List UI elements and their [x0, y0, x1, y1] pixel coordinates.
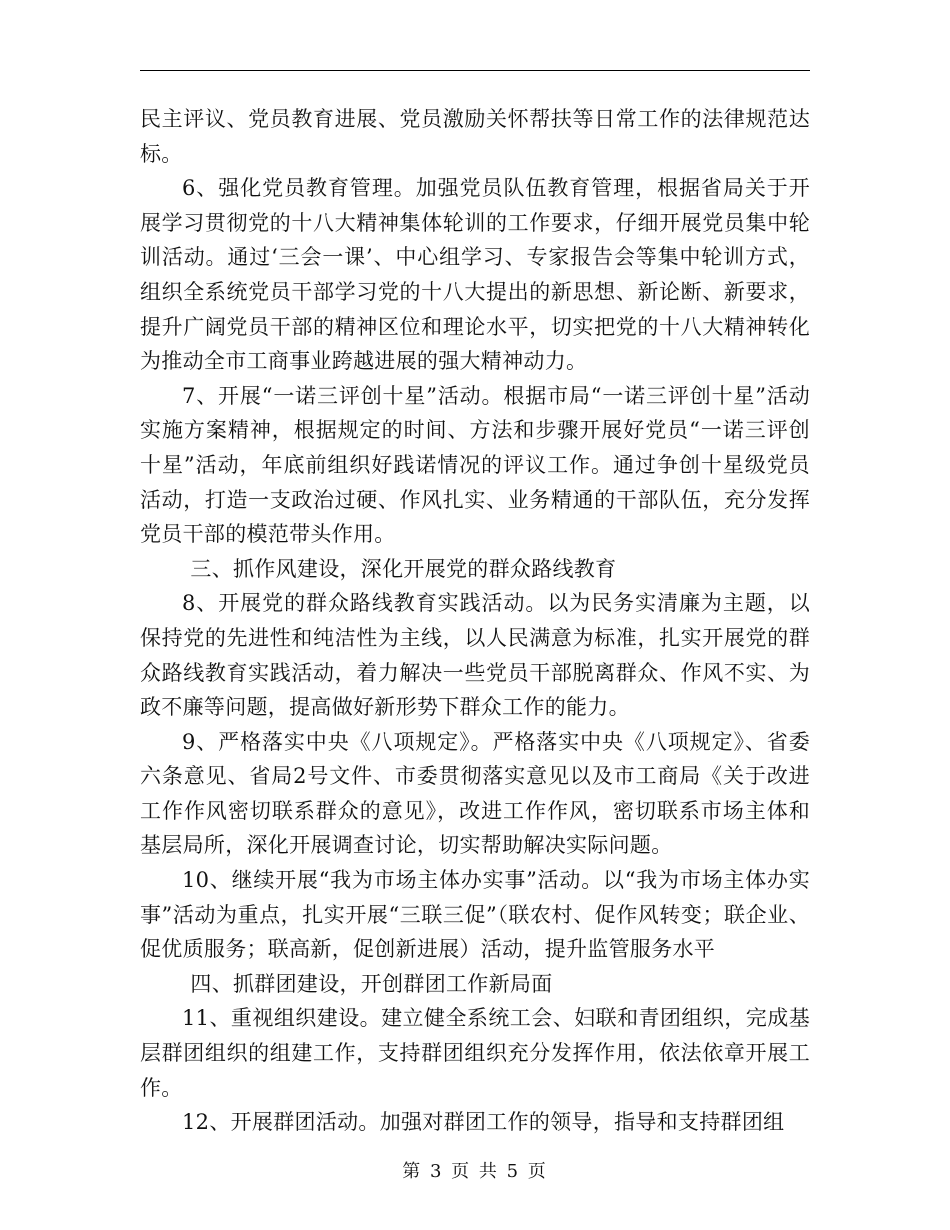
section-heading-3: 三、抓作风建设，深化开展党的群众路线教育 [190, 556, 617, 581]
paragraph-item-10: 10、继续开展“我为市场主体办实事”活动。以“我为市场主体办实事”活动为重点，扎实开展“三联三促”（联农村、促作风转变；联企业、促优质服务；联高新，促创新进展）活动，提升监管服务水平 [140, 868, 810, 962]
paragraph-continuation: 民主评议、党员教育进展、党员激励关怀帮扶等日常工作的法律规范达标。 [140, 107, 810, 166]
section-heading-4: 四、抓群团建设，开创群团工作新局面 [190, 971, 553, 996]
paragraph-item-9: 9、严格落实中央《八项规定》。严格落实中央《八项规定》、省委六条意见、省局2号文件、市委贯彻落实意见以及市工商局《关于改进工作作风密切联系群众的意见》，改进工作作风，密切联系市场主体和基层局所，深化开展调查讨论，切实帮助解决实际问题。 [140, 729, 810, 858]
header-rule [140, 70, 810, 71]
body-text [140, 102, 810, 1140]
paragraph-item-7: 7、开展“一诺三评创十星”活动。根据市局“一诺三评创十星”活动实施方案精神，根据规定的时间、方法和步骤开展好党员“一诺三评创十星”活动，年底前组织好践诺情况的评议工作。通过争创十星级党员活动，打造一支政治过硬、作风扎实、业务精通的干部队伍，充分发挥党员干部的模范带头作用。 [140, 383, 810, 547]
paragraph-item-11: 11、重视组织建设。建立健全系统工会、妇联和青团组织，完成基层群团组织的组建工作，支持群团组织充分发挥作用，依法依章开展工作。 [140, 1006, 810, 1100]
page-footer: 第 3 页 共 5 页 [402, 1161, 548, 1182]
paragraph-item-6: 6、强化党员教育管理。加强党员队伍教育管理，根据省局关于开展学习贯彻党的十八大精神集体轮训的工作要求，仔细开展党员集中轮训活动。通过‘三会一课’、中心组学习、专家报告会等集中轮训方式，组织全系统党员干部学习党的十八大提出的新思想、新论断、新要求，提升广阔党员干部的精神区位和理论水平，切实把党的十八大精神转化为推动全市工商事业跨越进展的强大精神动力。 [140, 176, 810, 374]
paragraph-item-8: 8、开展党的群众路线教育实践活动。以为民务实清廉为主题，以保持党的先进性和纯洁性为主线，以人民满意为标准，扎实开展党的群众路线教育实践活动，着力解决一些党员干部脱离群众、作风不实、为政不廉等问题，提高做好新形势下群众工作的能力。 [140, 591, 810, 720]
paragraph-item-12: 12、开展群团活动。加强对群团工作的领导，指导和支持群团组 [182, 1110, 785, 1135]
